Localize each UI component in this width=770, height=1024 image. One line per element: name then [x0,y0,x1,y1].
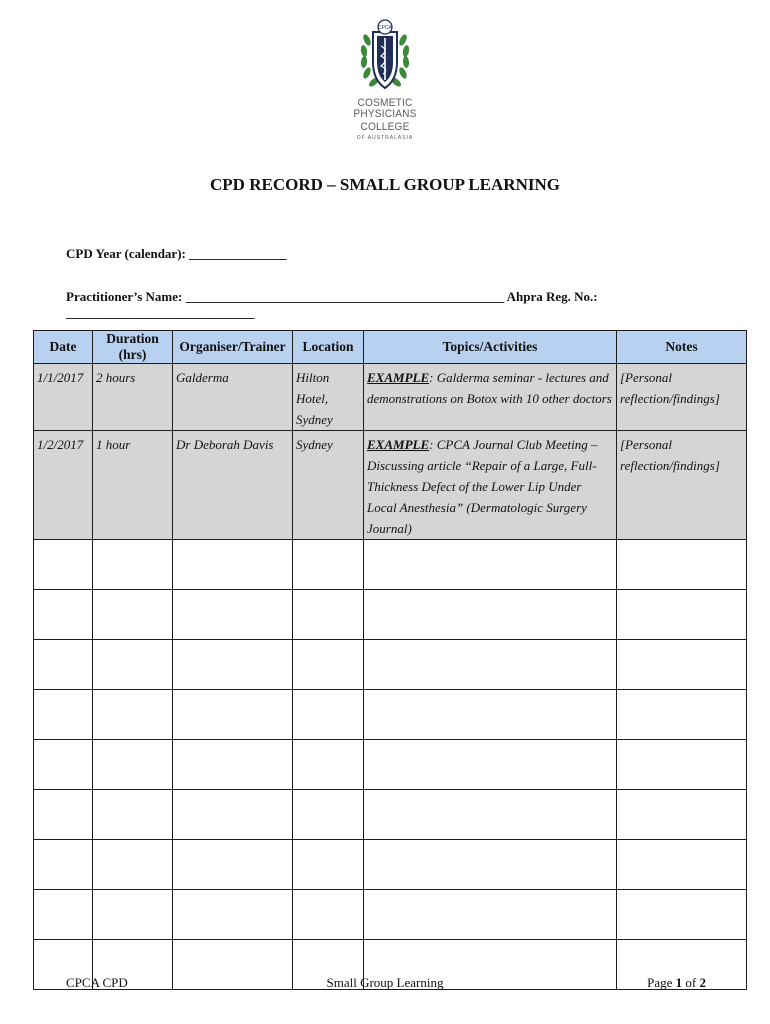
blank-row [34,890,747,940]
blank-cell[interactable] [34,840,93,890]
blank-cell[interactable] [93,890,173,940]
cpd-year-field[interactable]: CPD Year (calendar): _______________ [66,246,287,261]
blank-cell[interactable] [173,540,293,590]
cell-duration: 2 hours [93,364,173,431]
blank-cell[interactable] [34,690,93,740]
blank-row [34,840,747,890]
blank-row [34,790,747,840]
cell-topics [364,431,617,540]
cell-duration: 1 hour [93,431,173,540]
cell-location: Hilton Hotel, Sydney [293,364,364,431]
blank-cell[interactable] [93,840,173,890]
cell-organiser: Dr Deborah Davis [173,431,293,540]
blank-cell[interactable] [293,740,364,790]
topics-text: : Galderma seminar - lectures and demonstrations on Botox with 10 other doctors [367,370,612,406]
blank-cell[interactable] [93,540,173,590]
blank-cell[interactable] [173,590,293,640]
page-total: 2 [699,975,706,990]
blank-cell[interactable] [293,590,364,640]
blank-cell[interactable] [93,590,173,640]
blank-cell[interactable] [34,540,93,590]
blank-cell[interactable] [173,640,293,690]
blank-row [34,590,747,640]
blank-cell[interactable] [173,740,293,790]
table-header-row [34,331,747,364]
blank-cell[interactable] [34,790,93,840]
blank-cell[interactable] [617,890,747,940]
blank-cell[interactable] [293,640,364,690]
blank-row [34,640,747,690]
header-duration: Duration (hrs) [93,331,173,364]
cell-location: Sydney [293,431,364,540]
blank-cell[interactable] [364,740,617,790]
logo-badge-text: CPCA [378,25,392,31]
blank-cell[interactable] [617,590,747,640]
blank-cell[interactable] [93,690,173,740]
blank-cell[interactable] [293,690,364,740]
cpd-record-table [33,330,747,990]
blank-cell[interactable] [364,890,617,940]
example-row [34,431,747,540]
header-notes: Notes [617,331,747,364]
cell-organiser: Galderma [173,364,293,431]
cell-notes: [Personal reflection/findings] [617,431,747,540]
logo-line-2: COLLEGE [360,121,410,133]
cell-notes: [Personal reflection/findings] [617,364,747,431]
blank-cell[interactable] [617,640,747,690]
footer-center: Small Group Learning [326,975,444,990]
example-label: EXAMPLE [367,370,430,385]
college-logo [333,18,437,141]
blank-cell[interactable] [34,740,93,790]
example-label: EXAMPLE [367,437,430,452]
blank-cell[interactable] [173,840,293,890]
blank-cell[interactable] [617,540,747,590]
blank-cell[interactable] [93,790,173,840]
blank-cell[interactable] [617,790,747,840]
example-row [34,364,747,431]
blank-row [34,690,747,740]
page-of: of [682,975,700,990]
document-title: CPD RECORD – SMALL GROUP LEARNING [210,175,560,194]
practitioner-name-field[interactable]: Practitioner’s Name: _________________________________________________ Ahpra Reg. No.: _____________________________ [66,289,598,320]
blank-cell[interactable] [173,790,293,840]
laurel-caduceus-icon [358,18,412,94]
blank-cell[interactable] [364,590,617,640]
header-organiser: Organiser/Trainer [173,331,293,364]
header-location: Location [293,331,364,364]
blank-cell[interactable] [364,690,617,740]
cell-topics [364,364,617,431]
blank-cell[interactable] [617,690,747,740]
cell-date: 1/1/2017 [34,364,93,431]
blank-row [34,540,747,590]
blank-cell[interactable] [364,840,617,890]
blank-cell[interactable] [93,640,173,690]
blank-cell[interactable] [93,740,173,790]
blank-cell[interactable] [293,540,364,590]
topics-text: : CPCA Journal Club Meeting – Discussing article “Repair of a Large, Full-Thickness Defect of the Lower Lip Under Local Anesthesia” (Dermatologic Surgery Journal) [367,437,598,536]
blank-cell[interactable] [293,890,364,940]
blank-cell[interactable] [364,640,617,690]
blank-cell[interactable] [173,690,293,740]
blank-cell[interactable] [293,840,364,890]
logo-line-3: OF AUSTRALASIA [356,135,414,141]
blank-cell[interactable] [34,590,93,640]
blank-cell[interactable] [364,540,617,590]
blank-cell[interactable] [34,640,93,690]
blank-cell[interactable] [364,790,617,840]
page-prefix: Page [647,975,676,990]
blank-cell[interactable] [293,790,364,840]
blank-cell[interactable] [617,740,747,790]
cell-date: 1/2/2017 [34,431,93,540]
page-current: 1 [675,975,683,990]
header-topics: Topics/Activities [364,331,617,364]
blank-cell[interactable] [173,890,293,940]
blank-cell[interactable] [34,890,93,940]
footer-left: CPCA CPD [66,975,128,990]
header-date: Date [34,331,93,364]
page-number [647,975,706,991]
blank-row [34,740,747,790]
blank-cell[interactable] [617,840,747,890]
logo-line-1: COSMETIC PHYSICIANS [353,97,417,120]
